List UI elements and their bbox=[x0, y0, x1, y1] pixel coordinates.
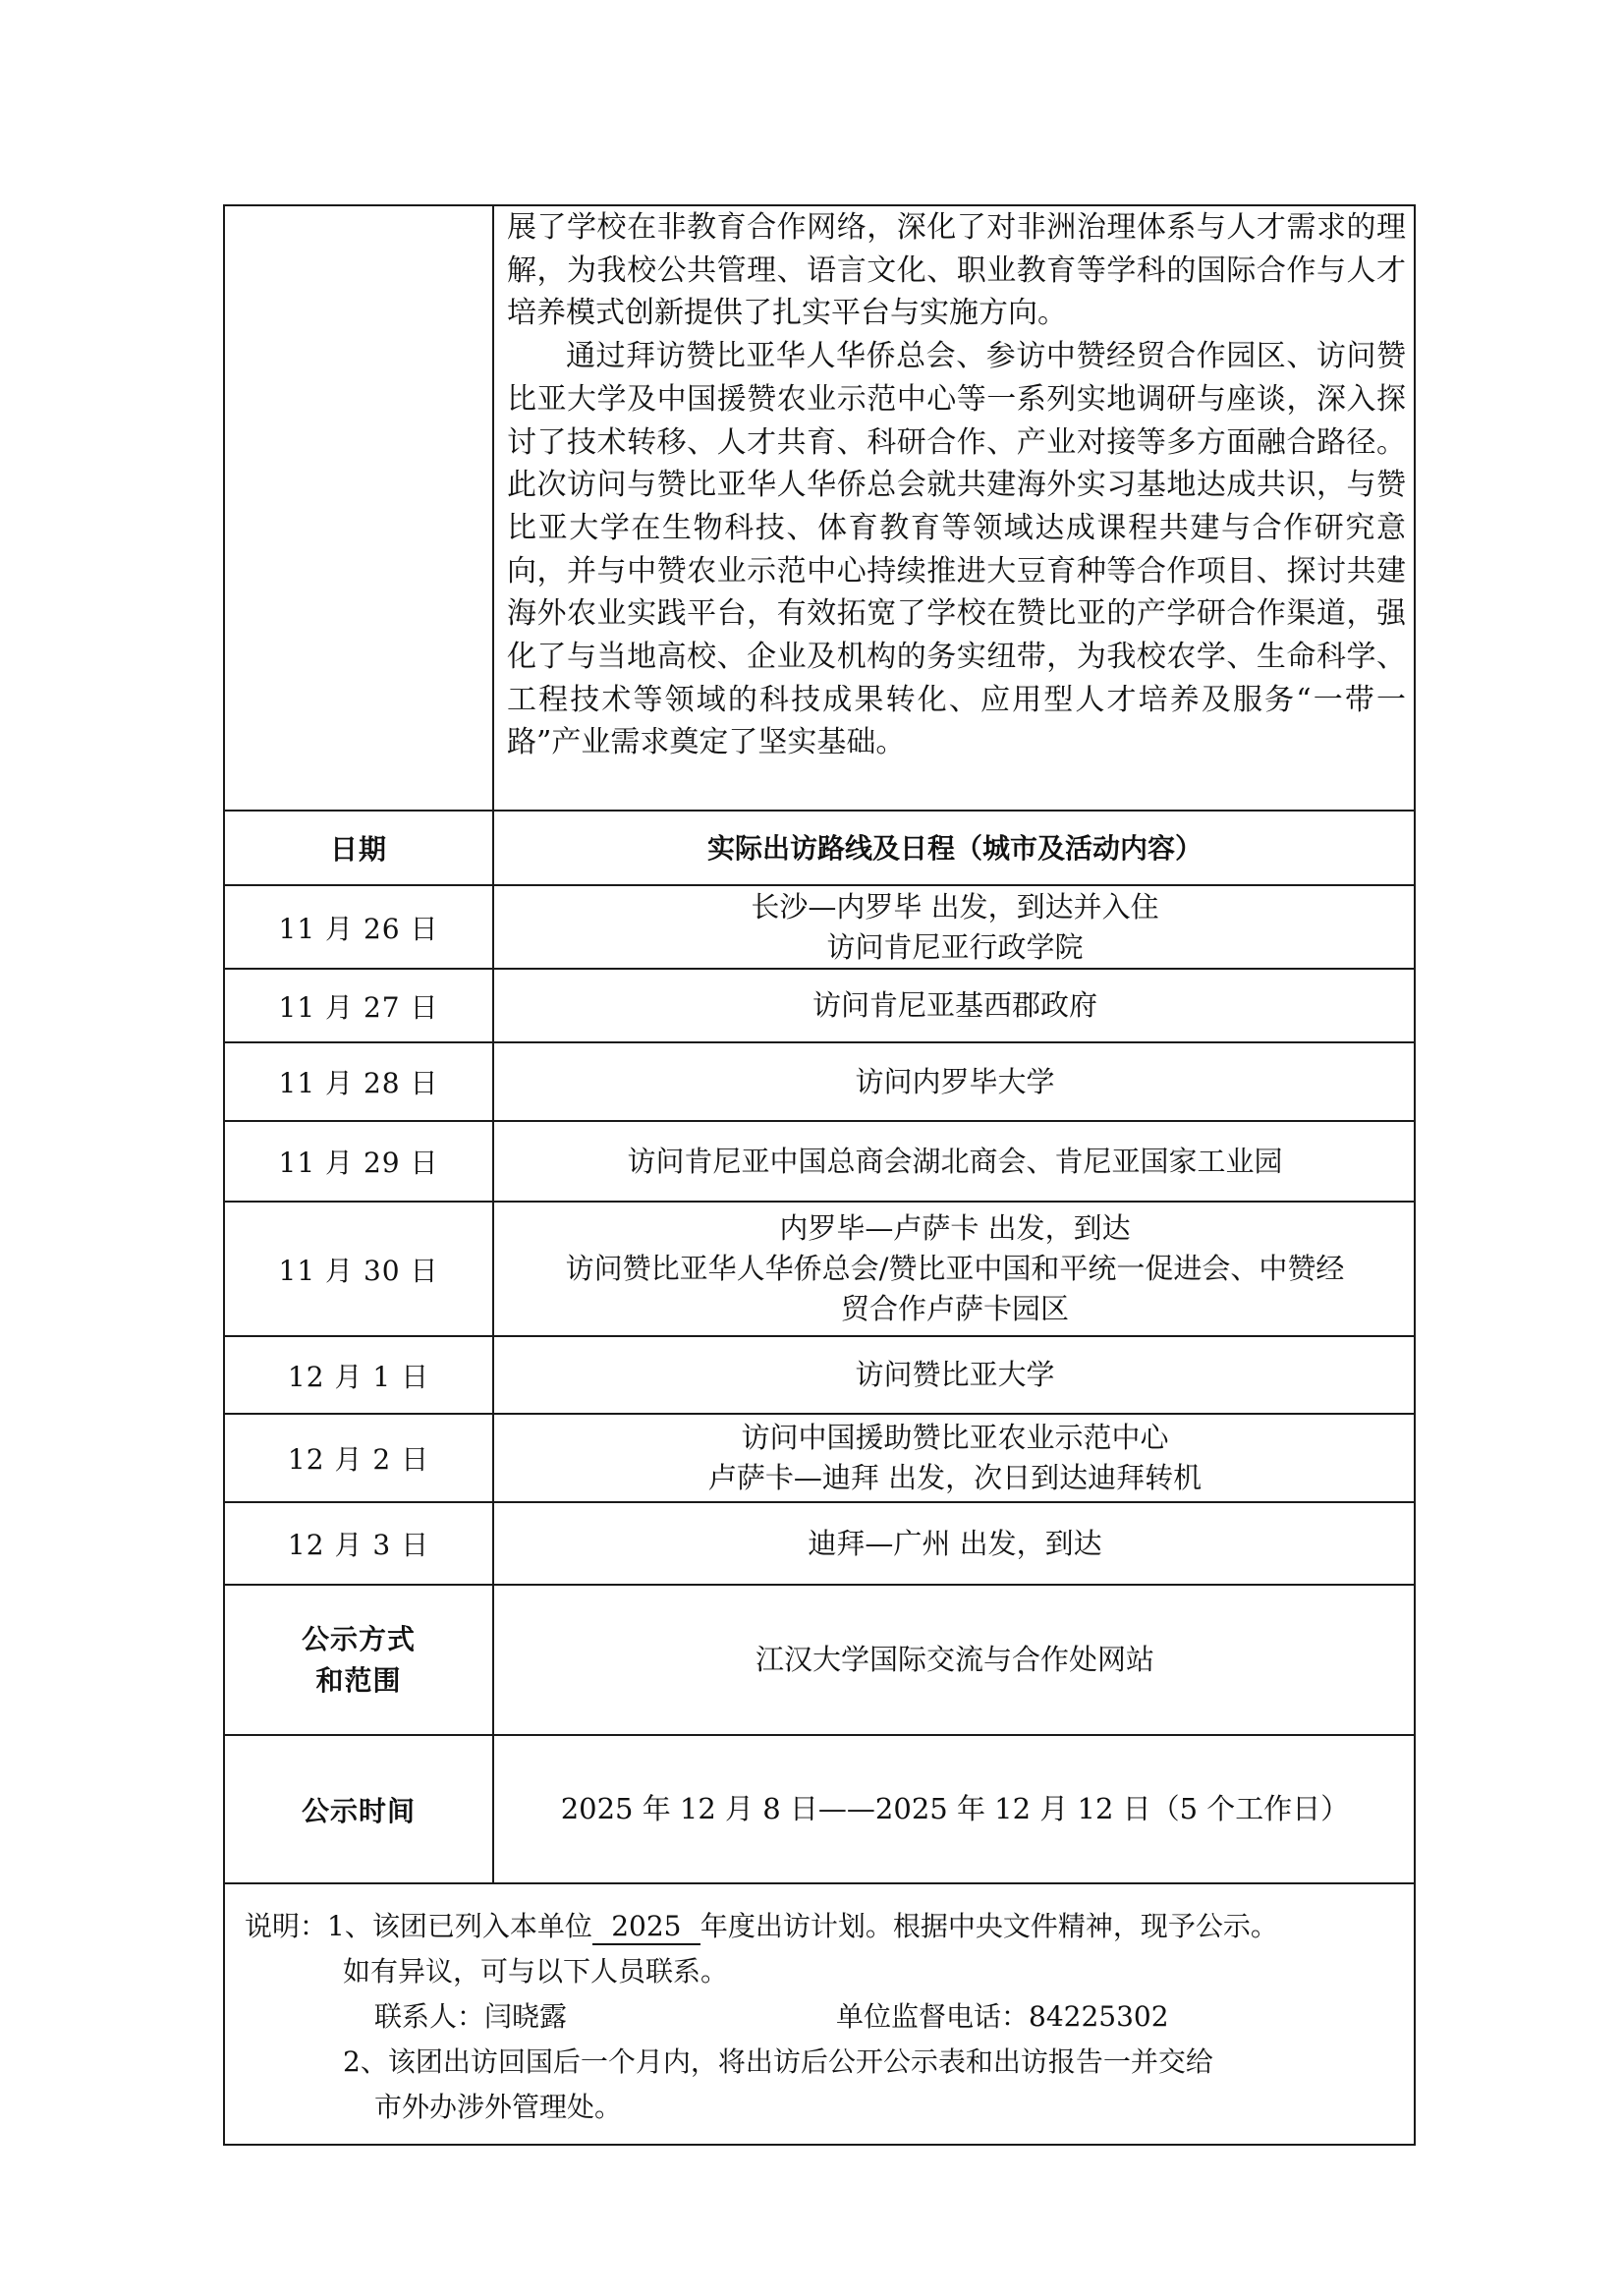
schedule-activity bbox=[494, 1337, 1416, 1413]
schedule-activity bbox=[494, 1203, 1416, 1335]
activity-line: 访问赞比亚华人华侨总会/赞比亚中国和平统一促进会、中赞经 bbox=[565, 1252, 1345, 1285]
activity-line: 访问内罗毕大学 bbox=[855, 1064, 1055, 1098]
note-year: 2025 bbox=[592, 1910, 700, 1945]
activity-line: 迪拜—广州 出发，到达 bbox=[808, 1526, 1102, 1560]
note-line-2: 如有异议，可与以下人员联系。 bbox=[343, 1955, 729, 1988]
activity-line: 访问中国援助赞比亚农业示范中心 bbox=[741, 1421, 1169, 1454]
activity-line: 长沙—内罗毕 出发，到达并入住 bbox=[751, 889, 1159, 924]
schedule-date: 11 月 26 日 bbox=[278, 912, 439, 945]
value-line: 江汉大学国际交流与合作处网站 bbox=[755, 1643, 1154, 1676]
schedule-date: 11 月 27 日 bbox=[278, 990, 439, 1024]
schedule-activity bbox=[494, 1122, 1416, 1201]
schedule-date: 12 月 1 日 bbox=[287, 1360, 430, 1393]
phone-label: 单位监督电话： bbox=[836, 2000, 1030, 2033]
header-date: 日期 bbox=[329, 833, 387, 866]
contact-label: 联系人： bbox=[374, 2000, 485, 2033]
activity-line: 访问赞比亚大学 bbox=[855, 1358, 1055, 1391]
summary-paragraph-1: 展了学校在非教育合作网络，深化了对非洲治理体系与人才需求的理解，为我校公共管理、语言文化、职业教育等学科的国际合作与人才培养模式创新提供了扎实平台与实施方向。 bbox=[507, 210, 1406, 331]
note-line-1 bbox=[245, 1904, 1404, 1949]
note-suffix: 年度出访计划。根据中央文件精神，现予公示。 bbox=[700, 1910, 1278, 1942]
schedule-activity bbox=[494, 886, 1416, 968]
disclosure-table bbox=[223, 204, 1416, 2146]
summary-paragraph-2: 通过拜访赞比亚华人华侨总会、参访中赞经贸合作园区、访问赞比亚大学及中国援赞农业示范中心等一系列实地调研与座谈，深入探讨了技术转移、人才共育、科研合作、产业对接等多方面融合路径。此次访问与赞比亚华人华侨总会就共建海外实习基地达成共识，与赞比亚大学在生物科技、体育教育等领域达成课程共建与合作研究意向，并与中赞农业示范中心持续推进大豆育种等合作项目、探讨共建海外农业实践平台，有效拓宽了学校在赞比亚的产学研合作渠道，强化了与当地高校、企业及机构的务实纽带，为我校农学、生命科学、工程技术等领域的科技成果转化、应用型人才培养及服务“一带一路”产业需求奠定了坚实基础。 bbox=[507, 339, 1406, 760]
activity-line: 访问肯尼亚行政学院 bbox=[826, 929, 1084, 964]
value-line: 2025 年 12 月 8 日——2025 年 12 月 12 日（5 个工作日） bbox=[560, 1792, 1350, 1825]
publicity-time-value bbox=[494, 1736, 1416, 1882]
note-contact-line bbox=[245, 1994, 1404, 2040]
header-route: 实际出访路线及日程（城市及活动内容） bbox=[706, 831, 1203, 865]
contact-name: 闫晓露 bbox=[484, 2000, 568, 2033]
phone-number: 84225302 bbox=[1029, 2000, 1169, 2033]
schedule-date: 11 月 28 日 bbox=[278, 1067, 439, 1099]
activity-line: 访问肯尼亚基西郡政府 bbox=[812, 988, 1097, 1022]
schedule-date: 12 月 2 日 bbox=[287, 1443, 430, 1476]
schedule-activity bbox=[494, 970, 1416, 1041]
activity-line: 卢萨卡—迪拜 出发，次日到达迪拜转机 bbox=[707, 1461, 1203, 1494]
activity-line: 内罗毕—卢萨卡 出发，到达 bbox=[779, 1211, 1131, 1245]
note-item-2-cont: 市外办涉外管理处。 bbox=[374, 2091, 623, 2123]
schedule-activity bbox=[494, 1043, 1416, 1120]
schedule-activity bbox=[494, 1503, 1416, 1584]
row-divider bbox=[225, 1882, 1414, 1884]
note-item-2: 2、该团出访回国后一个月内，将出访后公开公示表和出访报告一并交给 bbox=[343, 2045, 1213, 2078]
schedule-date: 12 月 3 日 bbox=[287, 1529, 430, 1561]
label-line: 和范围 bbox=[315, 1663, 402, 1697]
schedule-activity bbox=[494, 1415, 1416, 1501]
note-prefix: 说明：1、该团已列入本单位 bbox=[245, 1910, 592, 1942]
schedule-date: 11 月 29 日 bbox=[278, 1147, 439, 1179]
label-line: 公示方式 bbox=[301, 1622, 416, 1655]
notes-section bbox=[245, 1904, 1404, 2130]
summary-text bbox=[507, 206, 1406, 764]
publicity-method-value bbox=[494, 1586, 1416, 1734]
publicity-time-label: 公示时间 bbox=[301, 1794, 416, 1827]
activity-line: 访问肯尼亚中国总商会湖北商会、肯尼亚国家工业园 bbox=[627, 1144, 1283, 1178]
schedule-date: 11 月 30 日 bbox=[278, 1254, 439, 1287]
publicity-method-label bbox=[225, 1586, 492, 1734]
activity-line: 贸合作卢萨卡园区 bbox=[840, 1292, 1069, 1325]
